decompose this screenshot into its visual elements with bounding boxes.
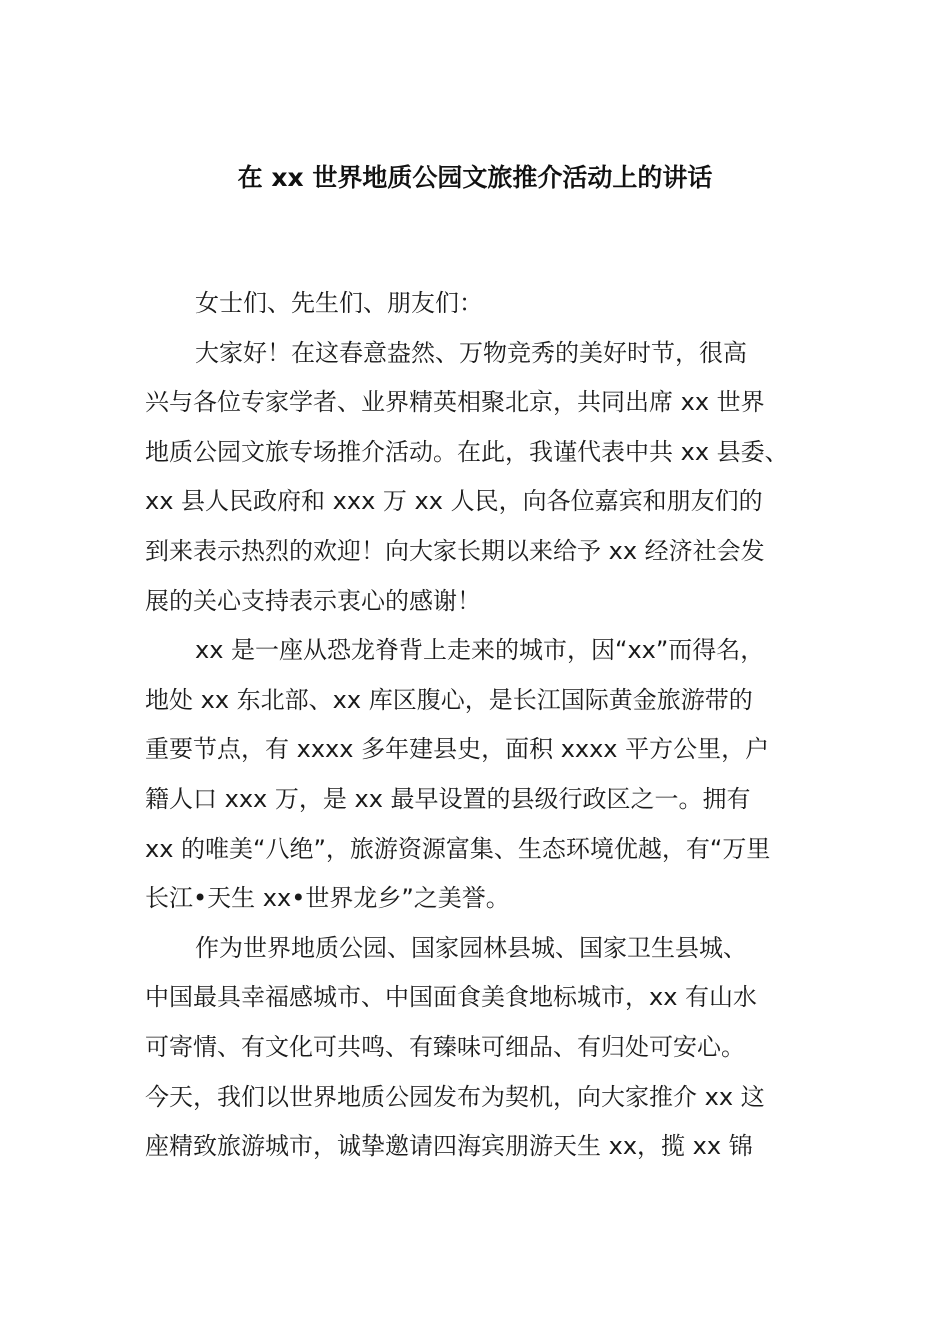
body-line: 座精致旅游城市，诚挚邀请四海宾朋游天生 xx，揽 xx 锦 [145, 1132, 753, 1161]
body-line: 籍人口 xxx 万，是 xx 最早设置的县级行政区之一。拥有 [145, 784, 751, 813]
document-body [145, 283, 809, 1176]
body-line: 地质公园文旅专场推介活动。在此，我谨代表中共 xx 县委、 [145, 437, 789, 466]
body-line: 兴与各位专家学者、业界精英相聚北京，共同出席 xx 世界 [145, 388, 765, 417]
body-line: 可寄情、有文化可共鸣、有臻味可细品、有归处可安心。 [145, 1032, 745, 1061]
body-line: 展的关心支持表示衷心的感谢！ [145, 586, 481, 615]
body-line: xx 的唯美“八绝”，旅游资源富集、生态环境优越，有“万里 [145, 834, 771, 863]
body-line: 中国最具幸福感城市、中国面食美食地标城市，xx 有山水 [145, 983, 758, 1012]
body-line: 作为世界地质公园、国家园林县城、国家卫生县城、 [195, 933, 747, 962]
body-line: 到来表示热烈的欢迎！向大家长期以来给予 xx 经济社会发 [145, 536, 765, 565]
body-line: xx 是一座从恐龙脊背上走来的城市，因“xx”而得名， [195, 636, 765, 665]
body-line: 今天，我们以世界地质公园发布为契机，向大家推介 xx 这 [145, 1082, 765, 1111]
body-line: 大家好！在这春意盎然、万物竞秀的美好时节，很高 [195, 338, 747, 367]
body-line: 长江•天生 xx•世界龙乡”之美誉。 [145, 884, 510, 913]
body-line: 重要节点，有 xxxx 多年建县史，面积 xxxx 平方公里，户 [145, 735, 770, 764]
body-line: xx 县人民政府和 xxx 万 xx 人民，向各位嘉宾和朋友们的 [145, 487, 763, 516]
document-title: 在 xx 世界地质公园文旅推介活动上的讲话 [237, 163, 713, 192]
body-line: 地处 xx 东北部、xx 库区腹心，是长江国际黄金旅游带的 [145, 685, 753, 714]
body-line: 女士们、先生们、朋友们： [195, 289, 483, 317]
